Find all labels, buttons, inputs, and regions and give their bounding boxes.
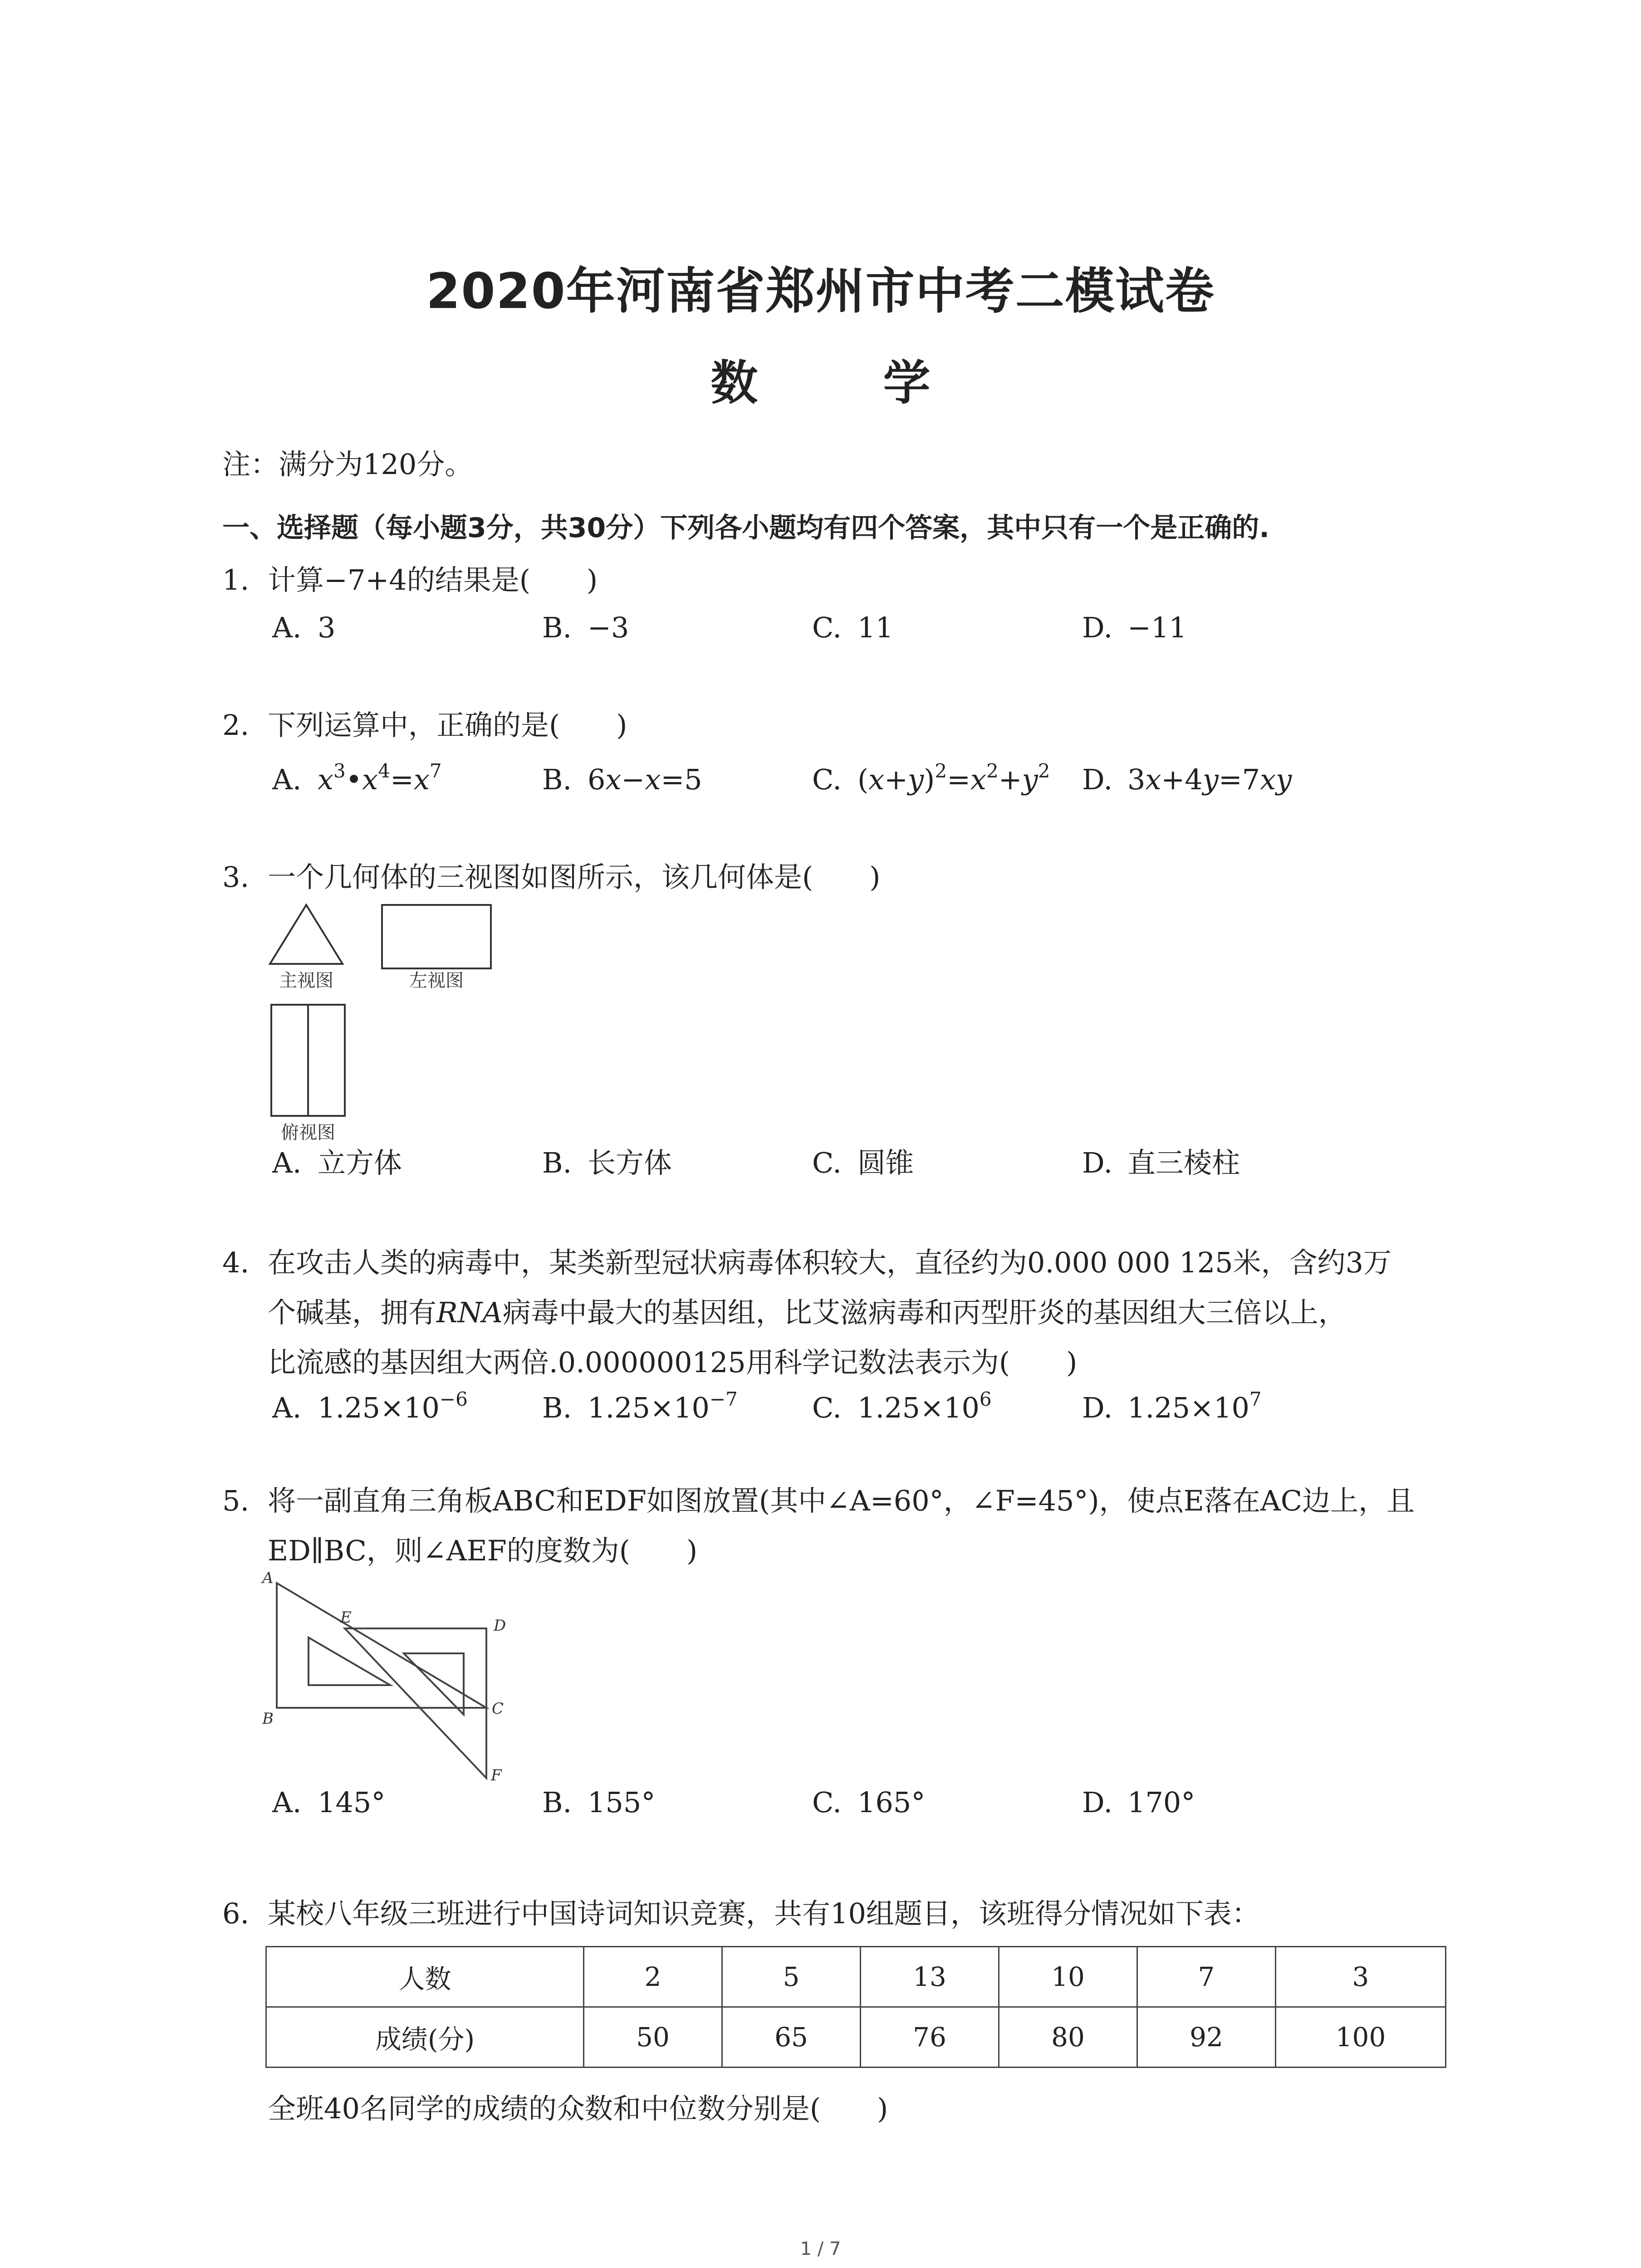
score-note: 注：满分为120分。 bbox=[222, 448, 473, 481]
table-row bbox=[266, 2007, 1446, 2068]
row-header: 人数 bbox=[266, 1947, 584, 2007]
question-stem-line-2: ED∥BC，则∠AEF的度数为( ) bbox=[268, 1534, 698, 1567]
table-cell: 7 bbox=[1137, 1947, 1276, 2007]
option-b: B. 6x−x=5 bbox=[542, 763, 702, 796]
question-stem-line-3: 比流感的基因组大两倍.0.000000125用科学记数法表示为( ) bbox=[268, 1346, 1078, 1379]
option-b: B. $1.25\times 10^{-7}$ bbox=[542, 1388, 738, 1424]
triangle-boards-figure bbox=[254, 1569, 535, 1783]
table-cell: 92 bbox=[1137, 2007, 1276, 2068]
option-a: A. 立方体 bbox=[272, 1146, 402, 1179]
point-f-label: F bbox=[491, 1766, 502, 1783]
row-header: 成绩(分) bbox=[266, 2007, 584, 2068]
option-b: B. 155° bbox=[542, 1786, 656, 1819]
option-d: D. 170° bbox=[1082, 1786, 1195, 1819]
option-d: D. 3x+4y=7xy bbox=[1082, 763, 1292, 796]
option-a: A. $x^3•x^4=x^7$ bbox=[272, 760, 442, 796]
left-view-label: 左视图 bbox=[409, 970, 464, 991]
option-b: B. 长方体 bbox=[542, 1146, 672, 1179]
left-view-rectangle bbox=[382, 905, 491, 968]
page-title: 2020年河南省郑州市中考二模试卷 bbox=[426, 263, 1215, 320]
question-stem: 计算−7+4的结果是( ) bbox=[268, 563, 598, 596]
question-stem-line-1: 将一副直角三角板ABC和EDF如图放置(其中∠A=60°，∠F=45°)，使点E落在AC边上，且 bbox=[268, 1484, 1415, 1517]
top-view-label: 俯视图 bbox=[281, 1122, 335, 1143]
question-number: 3. bbox=[222, 860, 250, 894]
three-view-figure bbox=[254, 898, 508, 1152]
table-cell: 80 bbox=[999, 2007, 1137, 2068]
section-heading: 一、选择题（每小题3分，共30分）下列各小题均有四个答案，其中只有一个是正确的. bbox=[222, 512, 1270, 544]
score-table bbox=[265, 1946, 1446, 2068]
table-cell: 5 bbox=[722, 1947, 861, 2007]
option-c: C. 165° bbox=[812, 1786, 926, 1819]
triangle-edf-inner bbox=[404, 1653, 464, 1715]
option-b: B. −3 bbox=[542, 611, 629, 644]
table-cell: 76 bbox=[861, 2007, 999, 2068]
table-cell: 50 bbox=[584, 2007, 722, 2068]
option-c: C. $(x+y)^2=x^2+y^2$ bbox=[812, 760, 1050, 796]
question-number: 2. bbox=[222, 709, 250, 742]
point-b-label: B bbox=[262, 1710, 274, 1728]
option-a: A. 3 bbox=[272, 611, 336, 644]
triangle-edf bbox=[345, 1628, 486, 1778]
question-stem: 一个几何体的三视图如图所示，该几何体是( ) bbox=[268, 860, 881, 894]
point-c-label: C bbox=[492, 1700, 504, 1718]
question-number: 4. bbox=[222, 1246, 250, 1279]
table-cell: 2 bbox=[584, 1947, 722, 2007]
question-stem-line-2: 个碱基，拥有RNA病毒中最大的基因组，比艾滋病毒和丙型肝炎的基因组大三倍以上， bbox=[268, 1296, 1347, 1329]
option-c: C. $1.25\times 10^6$ bbox=[812, 1388, 992, 1424]
question-number: 5. bbox=[222, 1484, 250, 1517]
table-cell: 13 bbox=[861, 1947, 999, 2007]
question-followup: 全班40名同学的成绩的众数和中位数分别是( ) bbox=[268, 2092, 888, 2125]
question-stem: 某校八年级三班进行中国诗词知识竞赛，共有10组题目，该班得分情况如下表： bbox=[268, 1897, 1260, 1930]
triangle-abc-inner bbox=[309, 1637, 390, 1685]
table-cell: 65 bbox=[722, 2007, 861, 2068]
point-a-label: A bbox=[262, 1569, 274, 1587]
table-cell: 3 bbox=[1276, 1947, 1446, 2007]
question-stem: 下列运算中，正确的是( ) bbox=[268, 709, 627, 742]
point-e-label: E bbox=[340, 1608, 352, 1627]
subject-heading: 数 学 bbox=[710, 355, 985, 411]
table-row bbox=[266, 1947, 1446, 2007]
option-d: D. 直三棱柱 bbox=[1082, 1146, 1240, 1179]
option-c: C. 圆锥 bbox=[812, 1146, 914, 1179]
point-d-label: D bbox=[494, 1617, 506, 1635]
option-a: A. $1.25\times 10^{-6}$ bbox=[272, 1388, 468, 1424]
question-stem-line-1: 在攻击人类的病毒中，某类新型冠状病毒体积较大，直径约为0.000 000 125米，含约3万 bbox=[268, 1246, 1392, 1279]
table-cell: 100 bbox=[1276, 2007, 1446, 2068]
front-view-triangle bbox=[270, 905, 343, 964]
option-d: D. −11 bbox=[1082, 611, 1187, 644]
front-view-label: 主视图 bbox=[279, 970, 333, 991]
page-number: 1 / 7 bbox=[800, 2239, 841, 2259]
question-number: 6. bbox=[222, 1897, 250, 1930]
table-cell: 10 bbox=[999, 1947, 1137, 2007]
option-a: A. 145° bbox=[272, 1786, 386, 1819]
option-c: C. 11 bbox=[812, 611, 893, 644]
question-number: 1. bbox=[222, 563, 250, 596]
option-d: D. $1.25\times 10^7$ bbox=[1082, 1388, 1262, 1424]
